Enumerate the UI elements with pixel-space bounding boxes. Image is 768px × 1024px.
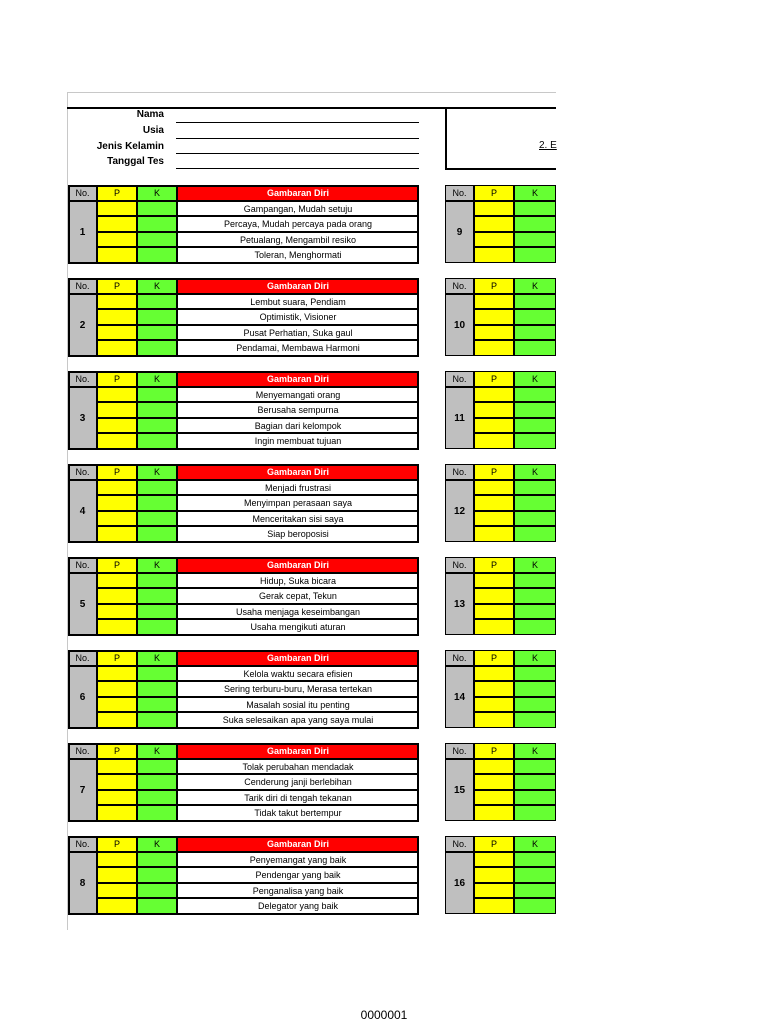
label-tanggal-tes: Tanggal Tes bbox=[107, 156, 164, 167]
p-checkbox[interactable] bbox=[97, 619, 137, 635]
block-number: 8 bbox=[68, 852, 97, 914]
header-no: No. bbox=[445, 185, 474, 201]
p-checkbox[interactable] bbox=[474, 588, 514, 604]
k-checkbox[interactable] bbox=[137, 480, 177, 496]
k-checkbox[interactable] bbox=[137, 511, 177, 527]
k-checkbox[interactable] bbox=[514, 883, 556, 899]
k-checkbox[interactable] bbox=[137, 759, 177, 775]
statement-text: Sering terburu-buru, Merasa tertekan bbox=[177, 681, 419, 697]
header-k: K bbox=[514, 650, 556, 666]
k-checkbox[interactable] bbox=[514, 805, 556, 821]
p-checkbox[interactable] bbox=[474, 387, 514, 403]
k-checkbox[interactable] bbox=[514, 325, 556, 341]
k-checkbox[interactable] bbox=[514, 697, 556, 713]
label-jenis-kelamin: Jenis Kelamin bbox=[96, 141, 164, 152]
header-no: No. bbox=[445, 278, 474, 294]
header-no: No. bbox=[68, 464, 97, 480]
k-checkbox[interactable] bbox=[514, 340, 556, 356]
p-checkbox[interactable] bbox=[97, 340, 137, 356]
block-number: 15 bbox=[445, 759, 474, 821]
field-tanggal-tes[interactable] bbox=[176, 168, 419, 169]
k-checkbox[interactable] bbox=[514, 790, 556, 806]
header-p: P bbox=[97, 743, 137, 759]
k-checkbox[interactable] bbox=[137, 309, 177, 325]
p-checkbox[interactable] bbox=[97, 588, 137, 604]
label-usia: Usia bbox=[142, 125, 164, 136]
statement-text: Pusat Perhatian, Suka gaul bbox=[177, 325, 419, 341]
k-checkbox[interactable] bbox=[514, 774, 556, 790]
field-jenis-kelamin[interactable] bbox=[176, 153, 419, 154]
p-checkbox[interactable] bbox=[97, 201, 137, 217]
header-gambaran-diri: Gambaran Diri bbox=[177, 743, 419, 759]
block-number: 6 bbox=[68, 666, 97, 728]
header-p: P bbox=[474, 278, 514, 294]
k-checkbox[interactable] bbox=[137, 402, 177, 418]
p-checkbox[interactable] bbox=[97, 480, 137, 496]
p-checkbox[interactable] bbox=[474, 619, 514, 635]
header-k: K bbox=[137, 650, 177, 666]
k-checkbox[interactable] bbox=[514, 852, 556, 868]
header-no: No. bbox=[68, 743, 97, 759]
statement-text: Toleran, Menghormati bbox=[177, 247, 419, 263]
k-checkbox[interactable] bbox=[137, 418, 177, 434]
p-checkbox[interactable] bbox=[474, 402, 514, 418]
header-p: P bbox=[97, 278, 137, 294]
k-checkbox[interactable] bbox=[137, 573, 177, 589]
header-k: K bbox=[514, 464, 556, 480]
p-checkbox[interactable] bbox=[97, 433, 137, 449]
header-no: No. bbox=[445, 557, 474, 573]
header-no: No. bbox=[445, 650, 474, 666]
k-checkbox[interactable] bbox=[514, 418, 556, 434]
header-p: P bbox=[474, 557, 514, 573]
p-checkbox[interactable] bbox=[97, 759, 137, 775]
statement-text: Petualang, Mengambil resiko bbox=[177, 232, 419, 248]
p-checkbox[interactable] bbox=[97, 247, 137, 263]
p-checkbox[interactable] bbox=[97, 387, 137, 403]
p-checkbox[interactable] bbox=[474, 759, 514, 775]
statement-text: Gerak cepat, Tekun bbox=[177, 588, 419, 604]
statement-text: Penyemangat yang baik bbox=[177, 852, 419, 868]
p-checkbox[interactable] bbox=[474, 790, 514, 806]
p-checkbox[interactable] bbox=[474, 852, 514, 868]
k-checkbox[interactable] bbox=[514, 387, 556, 403]
p-checkbox[interactable] bbox=[474, 805, 514, 821]
k-checkbox[interactable] bbox=[514, 495, 556, 511]
header-no: No. bbox=[68, 185, 97, 201]
p-checkbox[interactable] bbox=[97, 712, 137, 728]
statement-text: Optimistik, Visioner bbox=[177, 309, 419, 325]
p-checkbox[interactable] bbox=[474, 201, 514, 217]
p-checkbox[interactable] bbox=[474, 433, 514, 449]
p-checkbox[interactable] bbox=[474, 480, 514, 496]
header-gambaran-diri: Gambaran Diri bbox=[177, 185, 419, 201]
k-checkbox[interactable] bbox=[514, 526, 556, 542]
p-checkbox[interactable] bbox=[97, 774, 137, 790]
k-checkbox[interactable] bbox=[514, 309, 556, 325]
k-checkbox[interactable] bbox=[137, 852, 177, 868]
k-checkbox[interactable] bbox=[514, 712, 556, 728]
statement-text: Tidak takut bertempur bbox=[177, 805, 419, 821]
k-checkbox[interactable] bbox=[514, 604, 556, 620]
p-checkbox[interactable] bbox=[474, 309, 514, 325]
p-checkbox[interactable] bbox=[97, 666, 137, 682]
p-checkbox[interactable] bbox=[474, 573, 514, 589]
header-p: P bbox=[97, 557, 137, 573]
k-checkbox[interactable] bbox=[137, 666, 177, 682]
block-number: 10 bbox=[445, 294, 474, 356]
statement-text: Menyimpan perasaan saya bbox=[177, 495, 419, 511]
header-gambaran-diri: Gambaran Diri bbox=[177, 464, 419, 480]
p-checkbox[interactable] bbox=[97, 883, 137, 899]
p-checkbox[interactable] bbox=[474, 495, 514, 511]
p-checkbox[interactable] bbox=[97, 604, 137, 620]
p-checkbox[interactable] bbox=[97, 232, 137, 248]
k-checkbox[interactable] bbox=[137, 294, 177, 310]
field-usia[interactable] bbox=[176, 138, 419, 139]
p-checkbox[interactable] bbox=[474, 697, 514, 713]
p-checkbox[interactable] bbox=[474, 511, 514, 527]
statement-text: Tarik diri di tengah tekanan bbox=[177, 790, 419, 806]
k-checkbox[interactable] bbox=[137, 247, 177, 263]
header-k: K bbox=[137, 185, 177, 201]
header-k: K bbox=[514, 743, 556, 759]
statement-text: Kelola waktu secara efisien bbox=[177, 666, 419, 682]
p-checkbox[interactable] bbox=[474, 216, 514, 232]
header-gambaran-diri: Gambaran Diri bbox=[177, 371, 419, 387]
p-checkbox[interactable] bbox=[474, 681, 514, 697]
p-checkbox[interactable] bbox=[474, 898, 514, 914]
block-number: 2 bbox=[68, 294, 97, 356]
k-checkbox[interactable] bbox=[137, 681, 177, 697]
k-checkbox[interactable] bbox=[137, 805, 177, 821]
k-checkbox[interactable] bbox=[137, 790, 177, 806]
k-checkbox[interactable] bbox=[137, 433, 177, 449]
label-nama: Nama bbox=[136, 109, 164, 120]
statement-text: Usaha menjaga keseimbangan bbox=[177, 604, 419, 620]
header-p: P bbox=[97, 371, 137, 387]
header-k: K bbox=[514, 185, 556, 201]
p-checkbox[interactable] bbox=[474, 340, 514, 356]
header-p: P bbox=[474, 743, 514, 759]
statement-text: Ingin membuat tujuan bbox=[177, 433, 419, 449]
header-p: P bbox=[97, 836, 137, 852]
p-checkbox[interactable] bbox=[474, 247, 514, 263]
k-checkbox[interactable] bbox=[137, 898, 177, 914]
block-number: 1 bbox=[68, 201, 97, 263]
k-checkbox[interactable] bbox=[514, 573, 556, 589]
k-checkbox[interactable] bbox=[514, 294, 556, 310]
header-gambaran-diri: Gambaran Diri bbox=[177, 650, 419, 666]
p-checkbox[interactable] bbox=[97, 511, 137, 527]
header-k: K bbox=[514, 557, 556, 573]
k-checkbox[interactable] bbox=[514, 759, 556, 775]
p-checkbox[interactable] bbox=[97, 402, 137, 418]
k-checkbox[interactable] bbox=[514, 681, 556, 697]
statement-text: Delegator yang baik bbox=[177, 898, 419, 914]
p-checkbox[interactable] bbox=[474, 774, 514, 790]
k-checkbox[interactable] bbox=[514, 433, 556, 449]
header-k: K bbox=[137, 371, 177, 387]
statement-text: Gampangan, Mudah setuju bbox=[177, 201, 419, 217]
block-number: 4 bbox=[68, 480, 97, 542]
k-checkbox[interactable] bbox=[137, 201, 177, 217]
header-k: K bbox=[137, 743, 177, 759]
k-checkbox[interactable] bbox=[137, 340, 177, 356]
block-number: 11 bbox=[445, 387, 474, 449]
block-number: 3 bbox=[68, 387, 97, 449]
block-number: 16 bbox=[445, 852, 474, 914]
p-checkbox[interactable] bbox=[474, 418, 514, 434]
sheet-top-border bbox=[67, 92, 556, 93]
statement-text: Menjadi frustrasi bbox=[177, 480, 419, 496]
statement-text: Penganalisa yang baik bbox=[177, 883, 419, 899]
statement-text: Hidup, Suka bicara bbox=[177, 573, 419, 589]
header-no: No. bbox=[68, 650, 97, 666]
k-checkbox[interactable] bbox=[137, 774, 177, 790]
p-checkbox[interactable] bbox=[474, 604, 514, 620]
p-checkbox[interactable] bbox=[474, 325, 514, 341]
block-number: 12 bbox=[445, 480, 474, 542]
statement-text: Lembut suara, Pendiam bbox=[177, 294, 419, 310]
k-checkbox[interactable] bbox=[514, 247, 556, 263]
header-no: No. bbox=[445, 836, 474, 852]
header-no: No. bbox=[445, 743, 474, 759]
header-no: No. bbox=[68, 278, 97, 294]
k-checkbox[interactable] bbox=[514, 480, 556, 496]
header-k: K bbox=[137, 464, 177, 480]
p-checkbox[interactable] bbox=[97, 418, 137, 434]
instruction-box bbox=[445, 107, 556, 170]
k-checkbox[interactable] bbox=[137, 216, 177, 232]
k-checkbox[interactable] bbox=[514, 619, 556, 635]
p-checkbox[interactable] bbox=[97, 790, 137, 806]
p-checkbox[interactable] bbox=[97, 495, 137, 511]
k-checkbox[interactable] bbox=[514, 402, 556, 418]
k-checkbox[interactable] bbox=[137, 588, 177, 604]
header-no: No. bbox=[445, 464, 474, 480]
k-checkbox[interactable] bbox=[514, 588, 556, 604]
document-code: 0000001 bbox=[360, 1008, 408, 1022]
header-p: P bbox=[97, 185, 137, 201]
statement-text: Tolak perubahan mendadak bbox=[177, 759, 419, 775]
header-p: P bbox=[97, 650, 137, 666]
header-k: K bbox=[514, 278, 556, 294]
statement-text: Pendengar yang baik bbox=[177, 867, 419, 883]
k-checkbox[interactable] bbox=[137, 232, 177, 248]
statement-text: Usaha mengikuti aturan bbox=[177, 619, 419, 635]
header-no: No. bbox=[68, 371, 97, 387]
header-gambaran-diri: Gambaran Diri bbox=[177, 836, 419, 852]
k-checkbox[interactable] bbox=[514, 201, 556, 217]
k-checkbox[interactable] bbox=[514, 216, 556, 232]
k-checkbox[interactable] bbox=[137, 619, 177, 635]
p-checkbox[interactable] bbox=[474, 526, 514, 542]
p-checkbox[interactable] bbox=[97, 867, 137, 883]
p-checkbox[interactable] bbox=[97, 697, 137, 713]
p-checkbox[interactable] bbox=[97, 681, 137, 697]
k-checkbox[interactable] bbox=[137, 325, 177, 341]
p-checkbox[interactable] bbox=[474, 867, 514, 883]
p-checkbox[interactable] bbox=[474, 712, 514, 728]
header-p: P bbox=[474, 650, 514, 666]
k-checkbox[interactable] bbox=[514, 898, 556, 914]
block-number: 13 bbox=[445, 573, 474, 635]
block-number: 9 bbox=[445, 201, 474, 263]
statement-text: Percaya, Mudah percaya pada orang bbox=[177, 216, 419, 232]
statement-text: Cenderung janji berlebihan bbox=[177, 774, 419, 790]
header-k: K bbox=[137, 278, 177, 294]
field-nama[interactable] bbox=[176, 122, 419, 123]
header-gambaran-diri: Gambaran Diri bbox=[177, 557, 419, 573]
header-k: K bbox=[514, 836, 556, 852]
header-no: No. bbox=[445, 371, 474, 387]
p-checkbox[interactable] bbox=[97, 526, 137, 542]
header-p: P bbox=[474, 185, 514, 201]
statement-text: Siap beroposisi bbox=[177, 526, 419, 542]
k-checkbox[interactable] bbox=[137, 883, 177, 899]
header-p: P bbox=[474, 464, 514, 480]
header-k: K bbox=[514, 371, 556, 387]
k-checkbox[interactable] bbox=[514, 867, 556, 883]
statement-text: Menceritakan sisi saya bbox=[177, 511, 419, 527]
block-number: 5 bbox=[68, 573, 97, 635]
header-p: P bbox=[97, 464, 137, 480]
p-checkbox[interactable] bbox=[474, 294, 514, 310]
k-checkbox[interactable] bbox=[137, 712, 177, 728]
statement-text: Pendamai, Membawa Harmoni bbox=[177, 340, 419, 356]
statement-text: Berusaha sempurna bbox=[177, 402, 419, 418]
k-checkbox[interactable] bbox=[137, 604, 177, 620]
p-checkbox[interactable] bbox=[97, 852, 137, 868]
statement-text: Bagian dari kelompok bbox=[177, 418, 419, 434]
k-checkbox[interactable] bbox=[514, 232, 556, 248]
statement-text: Suka selesaikan apa yang saya mulai bbox=[177, 712, 419, 728]
k-checkbox[interactable] bbox=[137, 697, 177, 713]
p-checkbox[interactable] bbox=[97, 294, 137, 310]
header-k: K bbox=[137, 557, 177, 573]
k-checkbox[interactable] bbox=[137, 495, 177, 511]
header-k: K bbox=[137, 836, 177, 852]
k-checkbox[interactable] bbox=[137, 387, 177, 403]
header-p: P bbox=[474, 836, 514, 852]
p-checkbox[interactable] bbox=[474, 232, 514, 248]
p-checkbox[interactable] bbox=[97, 216, 137, 232]
block-number: 14 bbox=[445, 666, 474, 728]
p-checkbox[interactable] bbox=[97, 898, 137, 914]
p-checkbox[interactable] bbox=[97, 573, 137, 589]
header-gambaran-diri: Gambaran Diri bbox=[177, 278, 419, 294]
instruction-text: 2. E bbox=[539, 140, 557, 151]
statement-text: Masalah sosial itu penting bbox=[177, 697, 419, 713]
p-checkbox[interactable] bbox=[97, 325, 137, 341]
statement-text: Menyemangati orang bbox=[177, 387, 419, 403]
p-checkbox[interactable] bbox=[97, 309, 137, 325]
k-checkbox[interactable] bbox=[137, 867, 177, 883]
k-checkbox[interactable] bbox=[514, 666, 556, 682]
k-checkbox[interactable] bbox=[514, 511, 556, 527]
p-checkbox[interactable] bbox=[97, 805, 137, 821]
p-checkbox[interactable] bbox=[474, 666, 514, 682]
header-no: No. bbox=[68, 557, 97, 573]
block-number: 7 bbox=[68, 759, 97, 821]
p-checkbox[interactable] bbox=[474, 883, 514, 899]
header-no: No. bbox=[68, 836, 97, 852]
header-p: P bbox=[474, 371, 514, 387]
k-checkbox[interactable] bbox=[137, 526, 177, 542]
